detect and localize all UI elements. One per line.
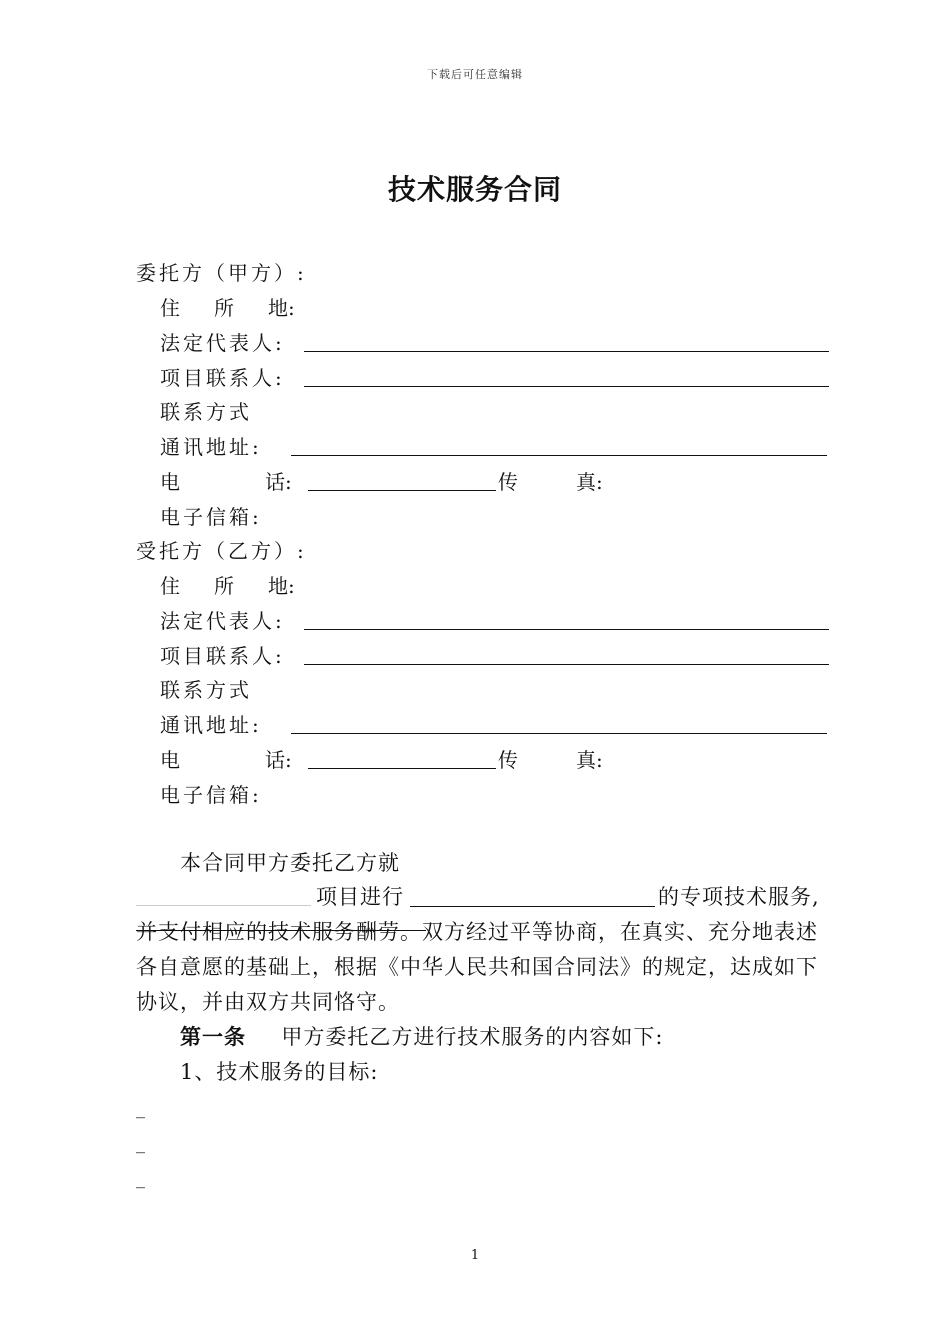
blank-dash-1[interactable]: _ bbox=[136, 1098, 145, 1119]
party-b-project-contact-blank[interactable] bbox=[304, 664, 829, 665]
party-b-fax-label: 传 真 : bbox=[498, 748, 606, 772]
body-line-3: 并支付相应的技术服务酬劳。双方经过平等协商，在真实、充分地表述 bbox=[136, 920, 818, 944]
header-note: 下载后可任意编辑 bbox=[427, 68, 523, 81]
body-line-2-a: 项目进行 bbox=[316, 885, 404, 909]
party-b-phone-blank[interactable] bbox=[308, 768, 496, 769]
party-a-project-contact-label: 项目联系人: bbox=[160, 366, 285, 390]
party-a-project-contact-blank[interactable] bbox=[304, 386, 829, 387]
party-a-mail-address-label: 通讯地址: bbox=[160, 435, 262, 459]
body-line-4: 各自意愿的基础上，根据《中华人民共和国合同法》的规定，达成如下 bbox=[136, 955, 818, 979]
party-a-phone-label: 电 话 : bbox=[160, 470, 295, 494]
party-b-legal-rep-label: 法定代表人: bbox=[160, 609, 285, 633]
party-b-phone-label: 电 话 : bbox=[160, 748, 295, 772]
party-b-legal-rep-blank[interactable] bbox=[304, 629, 829, 630]
document-title: 技术服务合同 bbox=[387, 173, 562, 206]
party-b-email-label: 电子信箱: bbox=[160, 783, 262, 807]
party-b-address-label: 住 所 地 : bbox=[160, 574, 298, 598]
party-a-mail-address-blank[interactable] bbox=[291, 455, 827, 456]
party-a-address-label: 住 所 地 : bbox=[160, 296, 298, 320]
blank-dash-2[interactable]: _ bbox=[136, 1133, 145, 1154]
blank-dash-3[interactable]: _ bbox=[136, 1168, 145, 1189]
body-line-2-b: 的专项技术服务, bbox=[658, 885, 820, 909]
project-name-blank[interactable] bbox=[136, 905, 311, 906]
body-line-5: 协议，并由双方共同恪守。 bbox=[136, 990, 400, 1014]
article-1-label: 第一条 bbox=[180, 1025, 246, 1049]
body-line-1: 本合同甲方委托乙方就 bbox=[180, 851, 400, 875]
party-a-legal-rep-label: 法定代表人: bbox=[160, 331, 285, 355]
strike-line bbox=[136, 930, 426, 931]
page-number: 1 bbox=[470, 1248, 480, 1263]
party-a-contact-method-label: 联系方式 bbox=[160, 400, 252, 424]
party-b-contact-method-label: 联系方式 bbox=[160, 678, 252, 702]
party-b-mail-address-blank[interactable] bbox=[291, 733, 827, 734]
party-a-fax-label: 传 真 : bbox=[498, 470, 606, 494]
item-1: 1、技术服务的目标: bbox=[180, 1060, 379, 1084]
party-b-mail-address-label: 通讯地址: bbox=[160, 713, 262, 737]
party-a-phone-blank[interactable] bbox=[308, 490, 496, 491]
party-a-heading: 委托方（甲方）: bbox=[136, 261, 307, 285]
party-b-heading: 受托方（乙方）: bbox=[136, 539, 307, 563]
party-b-project-contact-label: 项目联系人: bbox=[160, 644, 285, 668]
article-1-text: 甲方委托乙方进行技术服务的内容如下: bbox=[281, 1025, 664, 1049]
party-a-email-label: 电子信箱: bbox=[160, 505, 262, 529]
service-blank[interactable] bbox=[410, 906, 655, 907]
party-a-legal-rep-blank[interactable] bbox=[304, 351, 829, 352]
article-1 bbox=[180, 1020, 663, 1054]
